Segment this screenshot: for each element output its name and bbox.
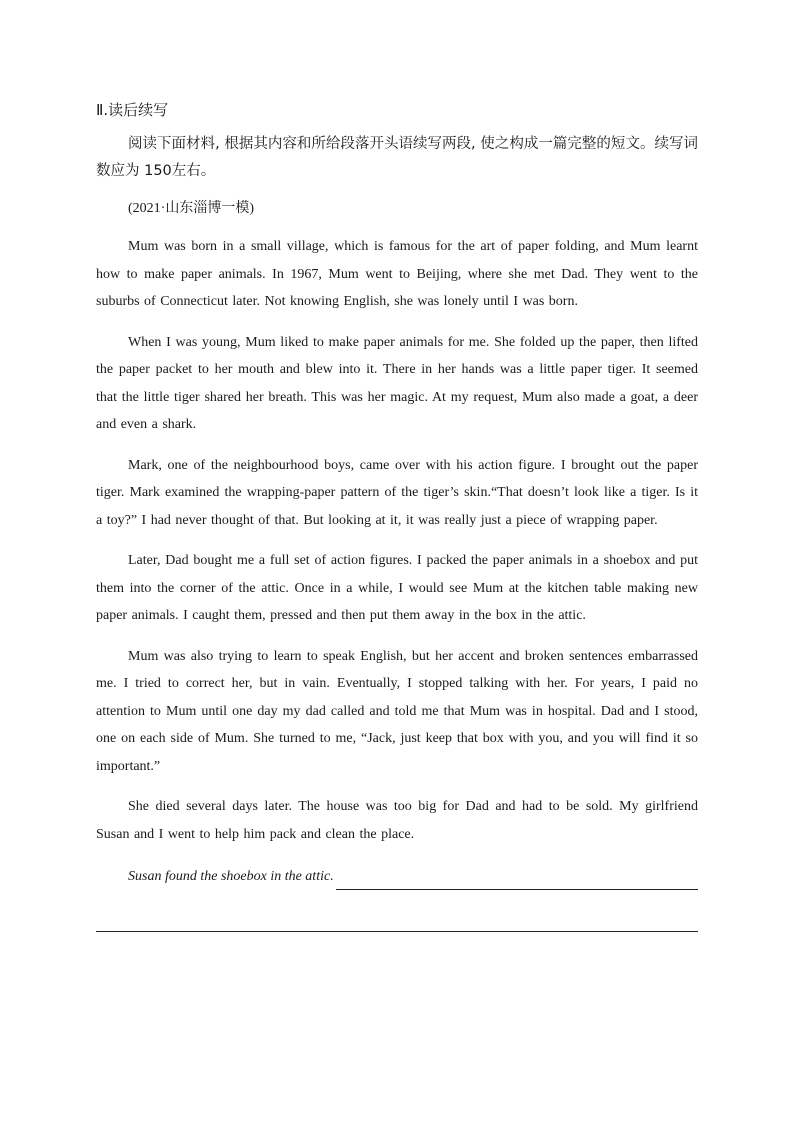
source-close: ) bbox=[249, 201, 254, 216]
continuation-prompt-row bbox=[96, 863, 698, 890]
source-open: (2021· bbox=[128, 201, 166, 216]
source-text: 山东淄博一模 bbox=[165, 200, 250, 216]
passage-paragraph-2: When I was young, Mum liked to make paper animals for me. She folded up the paper, then lifted the paper packet to her mouth and blew into it. There in her hands was a little paper tiger. It seemed that the little tiger shared her breath. This was her magic. At my request, Mum also made a goat, a deer and even a shark. bbox=[96, 334, 698, 432]
passage-paragraph-1: Mum was born in a small village, which is famous for the art of paper folding, and Mum learnt how to make paper animals. In 1967, Mum went to Beijing, where she met Dad. They went to the suburbs of Connecticut later. Not knowing English, she was lonely until I was born. bbox=[96, 239, 698, 309]
answer-blank-1[interactable] bbox=[336, 869, 698, 890]
passage-paragraph-6: She died several days later. The house was too big for Dad and had to be sold. My girlfriend Susan and I went to help him pack and clean the place. bbox=[96, 799, 698, 842]
instructions: 阅读下面材料, 根据其内容和所给段落开头语续写两段, 使之构成一篇完整的短文。续写词数应为 150左右。 bbox=[96, 136, 698, 179]
answer-blank-2[interactable] bbox=[96, 930, 698, 932]
passage-paragraph-4: Later, Dad bought me a full set of action figures. I packed the paper animals in a shoebox and put them into the corner of the attic. Once in a while, I would see Mum at the kitchen table making new paper animals. I caught them, pressed and then put them away in the box in the attic. bbox=[96, 553, 698, 623]
worksheet-page bbox=[96, 96, 698, 932]
section-title: Ⅱ.读后续写 bbox=[96, 101, 169, 119]
passage-paragraph-3: Mark, one of the neighbourhood boys, came over with his action figure. I brought out the paper tiger. Mark examined the wrapping-paper pattern of the tiger’s skin.“That doesn’t look like a tiger. Is it a toy?” I had never thought of that. But looking at it, it was really just a piece of wrapping paper. bbox=[96, 457, 698, 528]
source-citation bbox=[128, 194, 698, 223]
continuation-prompt: Susan found the shoebox in the attic. bbox=[128, 869, 334, 884]
reading-passage bbox=[96, 233, 698, 848]
passage-paragraph-5: Mum was also trying to learn to speak English, but her accent and broken sentences embarrassed me. I tried to correct her, but in vain. Eventually, I stopped talking with her. For years, I paid no attention to Mum until one day my dad called and told me that Mum was in hospital. Dad and I stood, one on each side of Mum. She turned to me, “Jack, just keep that box with you, and you will find it so important.” bbox=[96, 648, 698, 774]
